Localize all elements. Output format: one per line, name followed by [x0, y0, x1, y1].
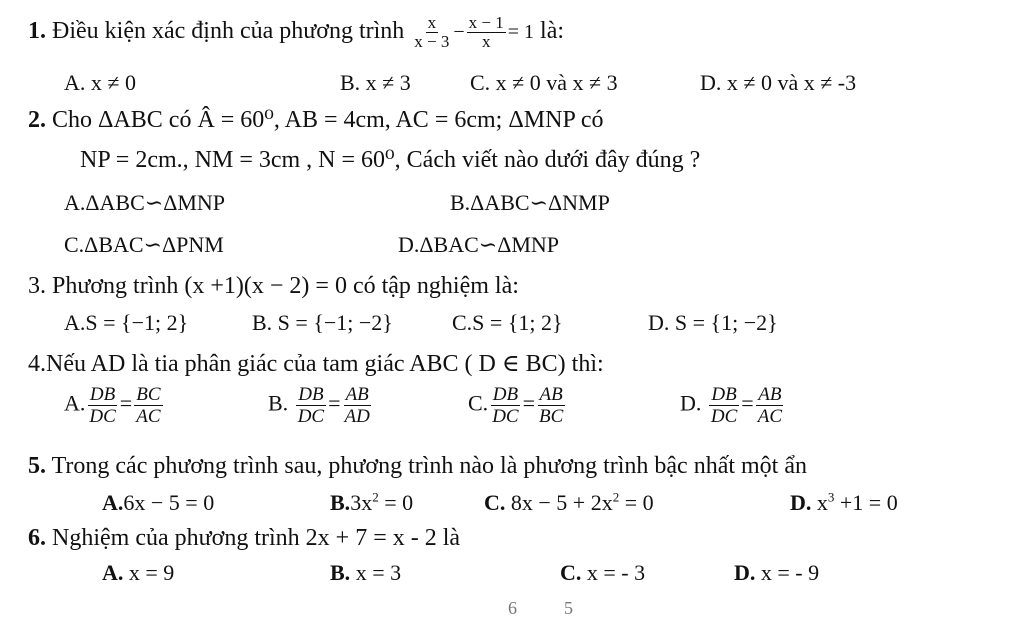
- option-b: [268, 384, 374, 427]
- question-4: 4.Nếu AD là tia phân giác của tam giác ABC ( D ∈ BC) thì:: [28, 351, 604, 377]
- fraction: [134, 384, 162, 427]
- question-5: [28, 452, 807, 480]
- option-label: A.: [64, 390, 86, 416]
- expression-part: = 0: [378, 490, 414, 515]
- option-a: A.ΔABC∽ΔMNP: [64, 190, 226, 215]
- question-text: Trong các phương trình sau, phương trình nào là phương trình bậc nhất một ẩn: [51, 453, 808, 479]
- denominator: AC: [136, 406, 161, 427]
- option-label: A.: [102, 560, 124, 585]
- expression-part: 8x − 5 + 2x: [510, 490, 613, 515]
- expression-part: x: [816, 490, 828, 515]
- numerator: BC: [136, 384, 161, 405]
- fraction: [343, 384, 372, 427]
- question-text: Cho ΔABC có Â = 60⁰, AB = 4cm, AC = 6cm; ΔMNP có: [52, 107, 604, 133]
- option-c: [484, 490, 654, 516]
- option-c: C. x ≠ 0 và x ≠ 3: [470, 70, 618, 95]
- option-a: [64, 384, 165, 427]
- question-number: 2.: [28, 107, 46, 133]
- option-c: C.S = {1; 2}: [452, 310, 563, 335]
- expression-part: +1 = 0: [834, 490, 898, 515]
- question-2-line-2: NP = 2cm., NM = 3cm , N = 60⁰, Cách viết nào dưới đây đúng ?: [80, 147, 701, 173]
- option-c: C.ΔBAC∽ΔPNM: [64, 232, 224, 257]
- numerator: AB: [345, 384, 369, 405]
- question-text: Phương trình (x +1)(x − 2) = 0 có tập nghiệm là:: [52, 273, 519, 299]
- question-6: [28, 524, 460, 552]
- fraction: [412, 14, 451, 51]
- expression-part: = 0: [619, 490, 654, 515]
- option-b: B.ΔABC∽ΔNMP: [450, 190, 610, 215]
- numerator: x − 1: [468, 13, 504, 32]
- question-text: Nghiệm của phương trình 2x + 7 = x - 2 là: [52, 525, 461, 551]
- option-expression: x = - 9: [760, 560, 820, 585]
- option-b: [330, 560, 401, 586]
- option-label: C.: [468, 390, 489, 416]
- option-label: D.: [734, 560, 756, 585]
- expression-part: 3x: [350, 490, 373, 515]
- denominator: DC: [492, 406, 519, 427]
- denominator: BC: [539, 406, 564, 427]
- question-number: 6.: [28, 525, 46, 551]
- equals-sign: =: [328, 390, 341, 416]
- question-1: [28, 14, 564, 51]
- option-b: [330, 490, 413, 516]
- option-label: D.: [790, 490, 812, 515]
- option-c: [560, 560, 645, 586]
- numerator: DB: [711, 384, 737, 405]
- option-d: D. S = {1; −2}: [648, 310, 778, 335]
- denominator: DC: [89, 406, 116, 427]
- numerator: AB: [539, 384, 563, 405]
- exponent: 2: [612, 489, 620, 505]
- option-a: [102, 490, 214, 516]
- option-d: [790, 490, 898, 516]
- question-text: Điều kiện xác định của phương trình: [52, 18, 405, 45]
- exponent: 2: [372, 489, 379, 505]
- fraction: [709, 384, 739, 427]
- option-label: C.: [560, 560, 582, 585]
- option-b: B. S = {−1; −2}: [252, 310, 393, 335]
- option-label: B.: [330, 560, 351, 585]
- fraction: [490, 384, 520, 427]
- option-d: [734, 560, 819, 586]
- question-number: 3.: [28, 273, 46, 299]
- cutoff-text: 6: [508, 598, 517, 618]
- denominator: x − 3: [414, 32, 450, 51]
- question-number: 1.: [28, 18, 46, 45]
- option-d: D. x ≠ 0 và x ≠ -3: [700, 70, 857, 95]
- fraction: [87, 384, 117, 427]
- option-expression: x = - 3: [586, 560, 646, 585]
- denominator: AC: [757, 406, 782, 427]
- equals-sign: =: [741, 390, 754, 416]
- numerator: x: [427, 13, 437, 32]
- fraction: [756, 384, 784, 427]
- option-expression: 6x − 5 = 0: [123, 490, 215, 515]
- option-a: [102, 560, 174, 586]
- equals-sign: =: [119, 390, 133, 416]
- denominator: DC: [710, 406, 738, 427]
- denominator: AD: [344, 406, 370, 427]
- option-expression: x = 9: [128, 560, 175, 585]
- option-d: [680, 384, 786, 427]
- question-3: [28, 272, 519, 300]
- denominator: x: [481, 32, 491, 51]
- numerator: DB: [89, 384, 116, 405]
- equals-sign: =: [522, 390, 536, 416]
- option-label: D.: [680, 390, 702, 416]
- option-d: D.ΔBAC∽ΔMNP: [398, 232, 560, 257]
- numerator: DB: [492, 384, 519, 405]
- fraction: [537, 384, 565, 427]
- fraction: [467, 14, 506, 51]
- minus-sign: −: [453, 21, 465, 44]
- option-expression: x = 3: [355, 560, 402, 585]
- question-number: 5.: [28, 453, 46, 479]
- denominator: DC: [297, 406, 325, 427]
- option-a: A.S = {−1; 2}: [64, 310, 189, 335]
- exponent: 3: [827, 489, 835, 505]
- option-c: [468, 384, 567, 427]
- fraction: [296, 384, 326, 427]
- question-2: [28, 106, 604, 134]
- option-label: A.: [102, 490, 124, 515]
- numerator: DB: [298, 384, 324, 405]
- equals-one: = 1: [507, 21, 535, 44]
- option-label: B.: [330, 490, 351, 515]
- option-a: A. x ≠ 0: [64, 70, 136, 95]
- option-b: B. x ≠ 3: [340, 70, 411, 95]
- numerator: AB: [758, 384, 782, 405]
- option-label: C.: [484, 490, 506, 515]
- question-tail: là:: [540, 18, 565, 45]
- cutoff-text: 5: [564, 598, 573, 618]
- option-label: B.: [268, 390, 289, 416]
